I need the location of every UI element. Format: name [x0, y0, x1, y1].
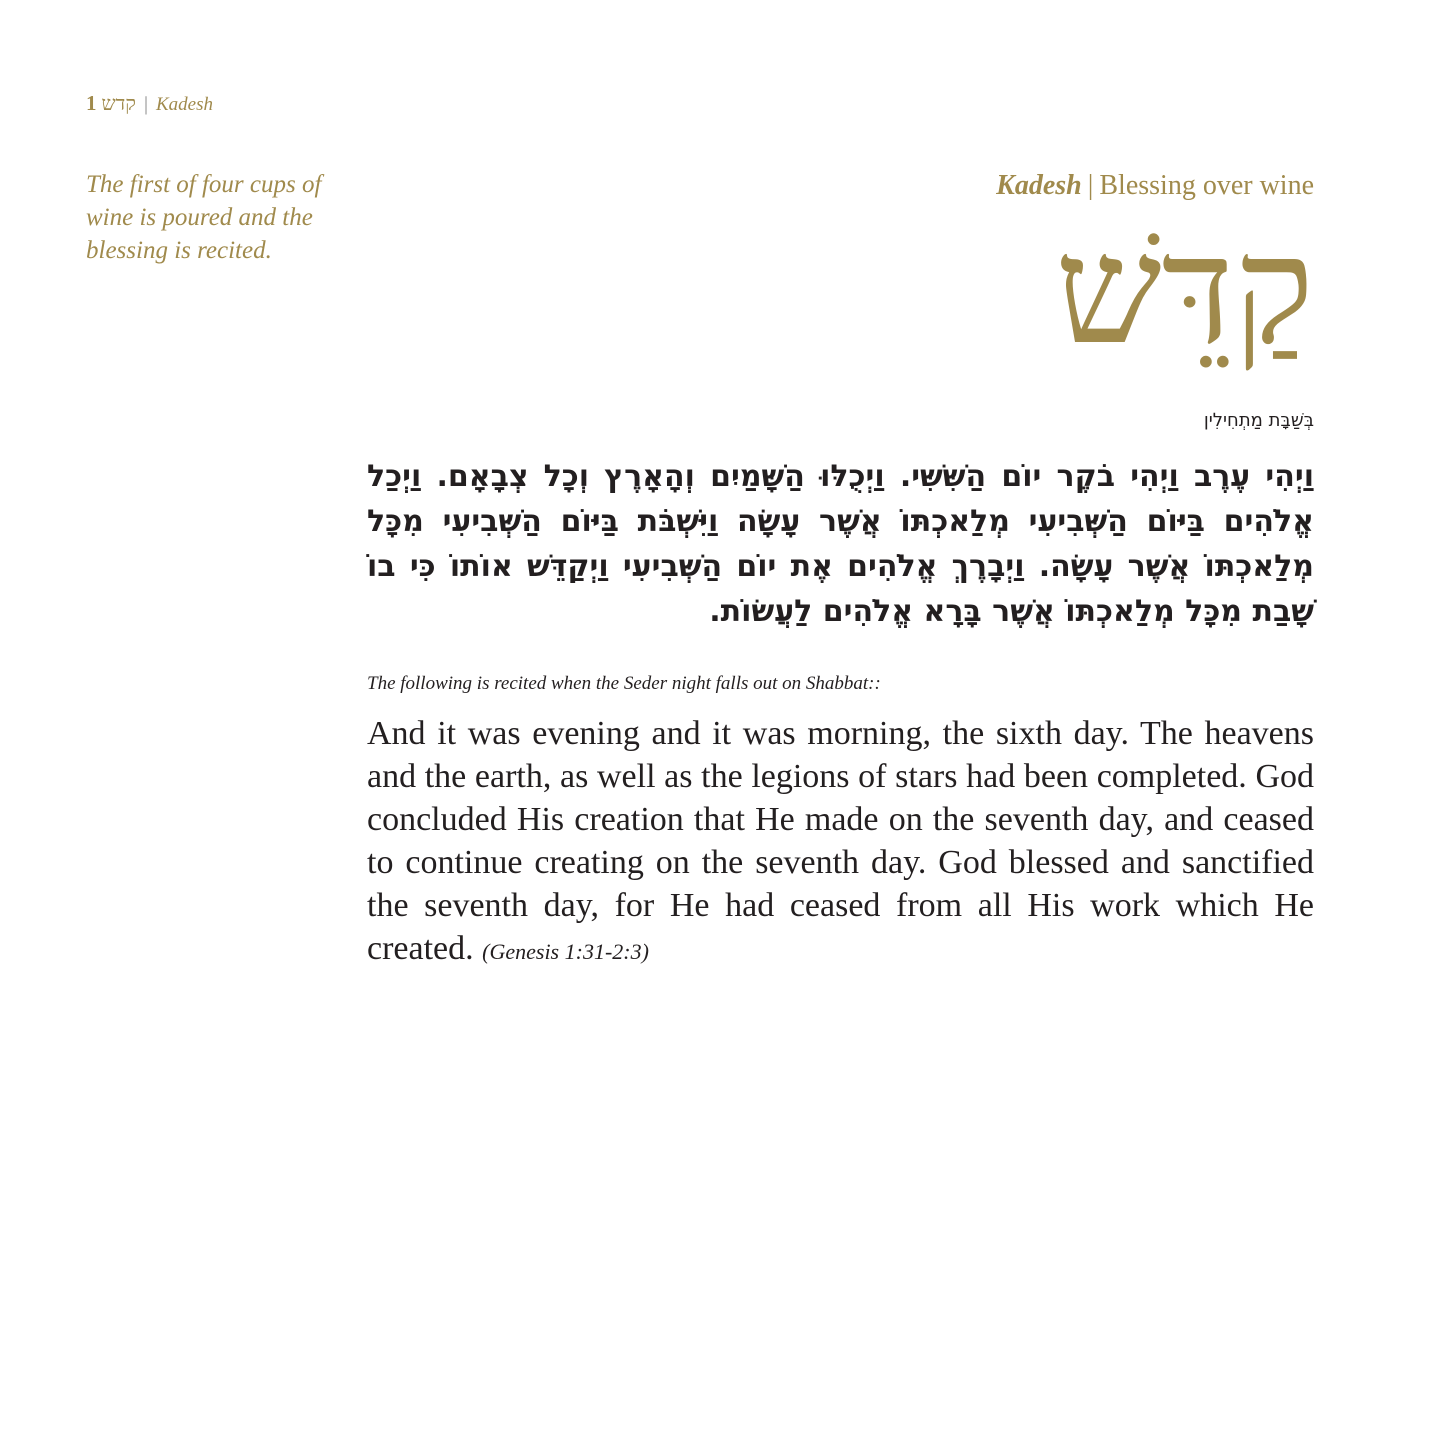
english-caption: The following is recited when the Seder night falls out on Shabbat::	[367, 673, 881, 694]
english-translation-body: And it was evening and it was morning, the sixth day. The heavens and the earth, as well as the legions of stars had been completed. God concluded His creation that He made on the seventh day, and ceased to continue creating on the seventh day. God blessed and sanctified the seventh day, for He had ceased from all His work which He created.	[367, 715, 1314, 967]
side-note-instruction: The first of four cups of wine is poured and the blessing is recited.	[86, 171, 322, 264]
running-header-hebrew: קדש	[101, 93, 136, 115]
running-header-english: Kadesh	[156, 94, 213, 115]
section-title-subtitle: Blessing over wine	[1099, 170, 1314, 201]
citation: (Genesis 1:31-2:3)	[482, 939, 649, 964]
running-header-separator: |	[143, 93, 148, 115]
hebrew-caption: בְּשַׁבָּת מַתְחִילִין	[1203, 410, 1314, 431]
page-number: 1	[86, 91, 97, 115]
section-title-separator: |	[1087, 170, 1094, 201]
hebrew-blessing-text: וַיְהִי עֶרֶב וַיְהִי בֹקֶר יוֹם הַשִּׁשִּׁי. וַיְכֻלּוּ הַשָּׁמַיִם וְהָאָרֶץ וְכָל צְבָאָם. וַיְכַל אֱלֹהִים בַּיּוֹם הַשְּׁבִיעִי מְלַאכְתּוֹ אֲשֶׁר עָשָׂה וַיִּשְׁבֹּת בַּיּוֹם הַשְּׁבִיעִי מִכָּל מְלַאכְתּוֹ אֲשֶׁר עָשָׂה. וַיְבָרֶךְ אֱלֹהִים אֶת יוֹם הַשְּׁבִיעִי וַיְקַדֵּשׁ אוֹתוֹ כִּי בוֹ שָׁבַת מִכָּל מְלַאכְתּוֹ אֲשֶׁר בָּרָא אֱלֹהִים לַעֲשׂוֹת.	[367, 459, 1314, 629]
section-title	[996, 168, 1314, 204]
section-title-name: Kadesh	[996, 170, 1082, 201]
running-header	[86, 88, 213, 120]
english-translation	[367, 712, 1314, 973]
big-hebrew-title: קַדֵּשׁ	[1055, 204, 1314, 378]
